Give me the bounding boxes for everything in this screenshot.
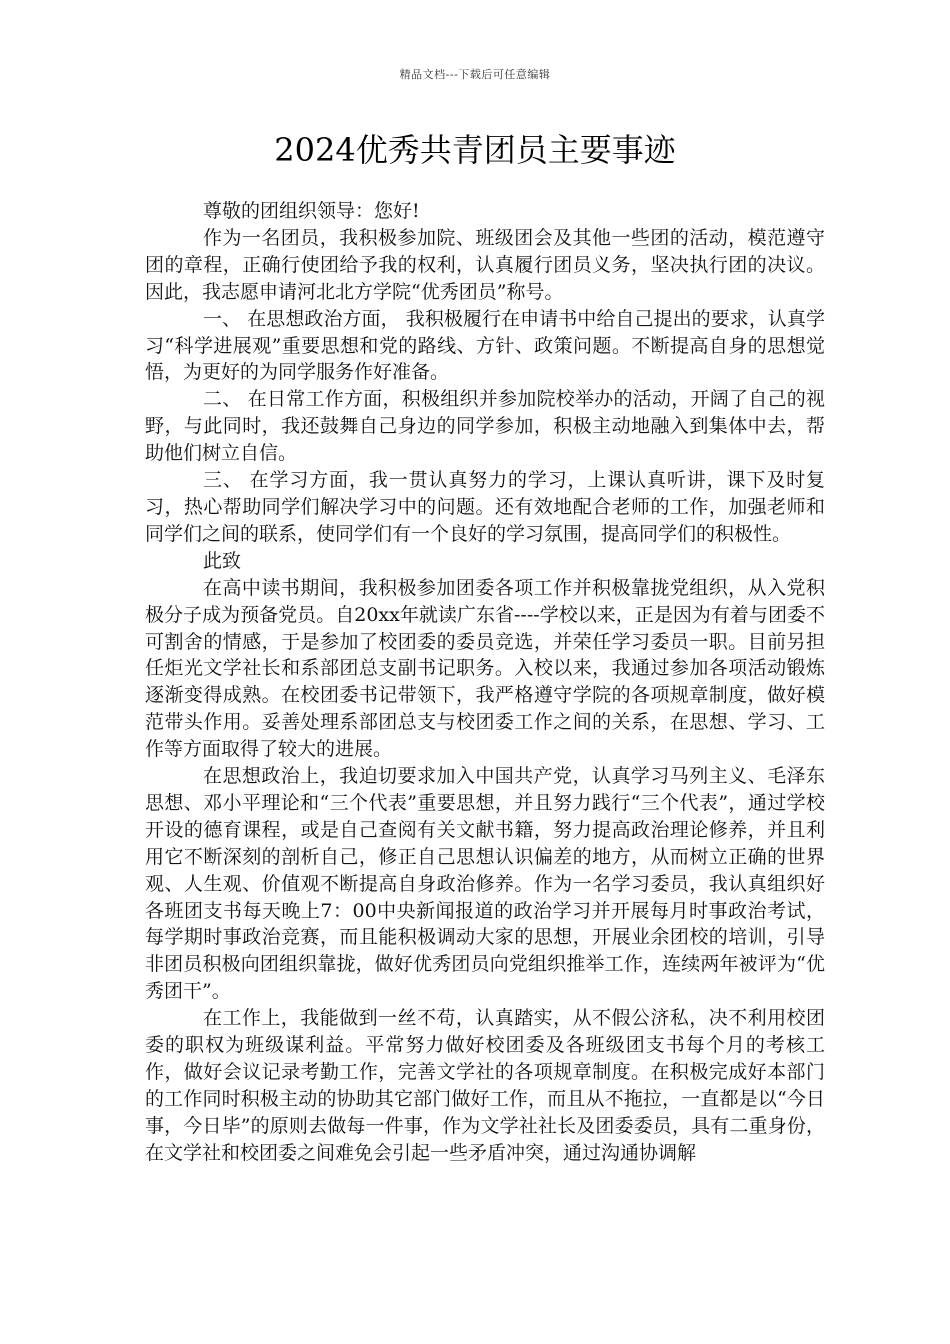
paragraph-greeting: 尊敬的团组织领导：您好! [203, 200, 420, 222]
paragraph-point-2: 二、 在日常工作方面，积极组织并参加院校举办的活动，开阔了自己的视野，与此同时，我还鼓舞自己身边的同学参加，积极主动地融入到集体中去，帮助他们树立自信。 [145, 388, 825, 465]
paragraph-point-3: 三、 在学习方面，我一贯认真努力的学习，上课认真听讲，课下及时复习，热心帮助同学们解决学习中的问题。还有效地配合老师的工作，加强老师和同学们之间的联系，使同学们有一个良好的学习氛围，提高同学们的积极性。 [145, 469, 825, 545]
document-body [145, 198, 825, 1167]
document-title: 2024优秀共青团员主要事迹 [274, 131, 676, 169]
paragraph-politics: 在思想政治上，我迫切要求加入中国共产党，认真学习马列主义、毛泽东思想、邓小平理论和“三个代表”重要思想，并且努力践行“三个代表”，通过学校开设的德育课程，或是自己查阅有关文献书籍，努力提高政治理论修养，并且利用它不断深刻的剖析自己，修正自己思想认识偏差的地方，从而树立正确的世界观、人生观、价值观不断提高自身政治修养。作为一名学习委员，我认真组织好各班团支书每天晚上7：00中央新闻报道的政治学习并开展每月时事政治考试，每学期时事政治竞赛，而且能积极调动大家的思想，开展业余团校的培训，引导非团员积极向团组织靠拢，做好优秀团员向党组织推举工作，连续两年被评为“优秀团干”。 [145, 765, 825, 1003]
paragraph-intro: 作为一名团员，我积极参加院、班级团会及其他一些团的活动，模范遵守团的章程，正确行使团给予我的权利，认真履行团员义务，坚决执行团的决议。因此，我志愿申请河北北方学院“优秀团员”称号。 [145, 226, 825, 303]
paragraph-work: 在工作上，我能做到一丝不苟，认真踏实，从不假公济私，决不利用校团委的职权为班级谋利益。平常努力做好校团委及各班级团支书每个月的考核工作，做好会议记录考勤工作，完善文学社的各项规章制度。在积极完成好本部门的工作同时积极主动的协助其它部门做好工作，而且从不拖拉，一直都是以“今日事，今日毕”的原则去做每一件事，作为文学社社长及团委委员，具有二重身份，在文学社和校团委之间难免会引起一些矛盾冲突，通过沟通协调解 [145, 1007, 825, 1164]
paragraph-highschool: 在高中读书期间，我积极参加团委各项工作并积极靠拢党组织，从入党积极分子成为预备党员。自20xx年就读广东省----学校以来，正是因为有着与团委不可割舍的情感，于是参加了校团委的委员竞选，并荣任学习委员一职。目前另担任炬光文学社长和系部团总支副书记职务。入校以来，我通过参加各项活动锻炼逐渐变得成熟。在校团委书记带领下，我严格遵守学院的各项规章制度，做好模范带头作用。妥善处理系部团总支与校团委工作之间的关系，在思想、学习、工作等方面取得了较大的进展。 [145, 576, 825, 761]
header-note: 精品文档---下载后可任意编辑 [399, 68, 551, 81]
paragraph-point-1: 一、 在思想政治方面， 我积极履行在申请书中给自己提出的要求，认真学习“科学进展观”重要思想和党的路线、方针、政策问题。不断提高自身的思想觉悟，为更好的为同学服务作好准备。 [145, 307, 825, 384]
paragraph-closing: 此致 [203, 549, 242, 572]
